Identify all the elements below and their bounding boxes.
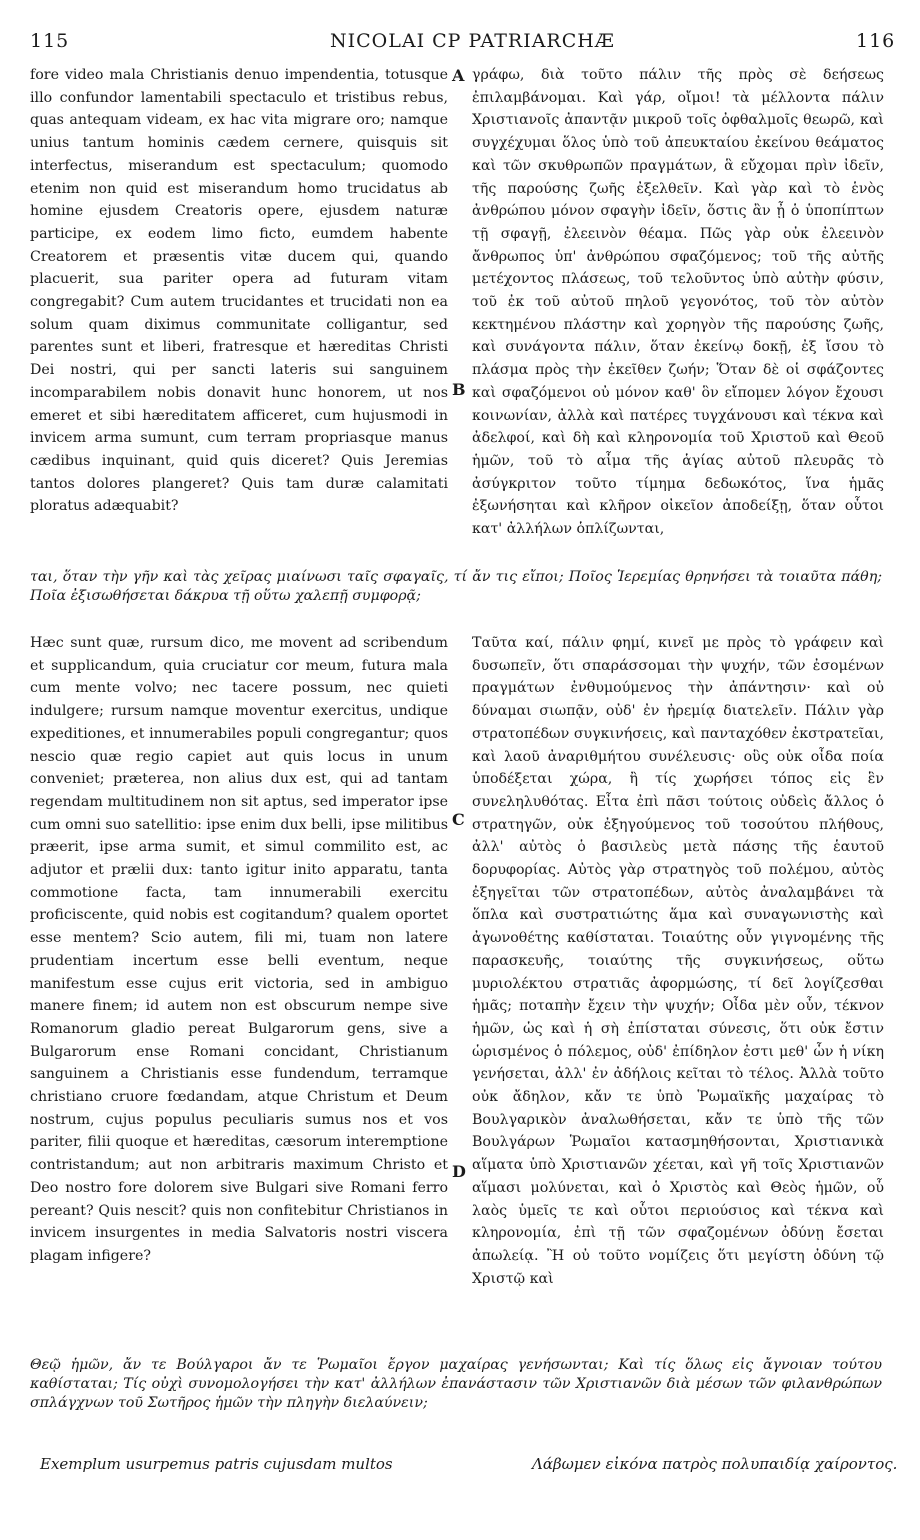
section-marker-a: A <box>452 66 465 85</box>
page-number-right: 116 <box>856 30 896 52</box>
greek-column-2: Ταῦτα καί, πάλιν φημί, κινεῖ με πρὸς τὸ γράφειν καὶ δυσωπεῖν, ὅτι σπαράσσομαι τὴν ψυχήν, τῶν ἐσομένων πραγμάτων ἐνθυμούμενος τὴν ἀπάντησιν· καὶ οὐ δύναμαι σιωπᾷν, οὐδ' ἐν ἠρεμίᾳ διατελεῖν. Πάλιν γὰρ στρατοπέδων συγκινήσεις, καὶ πανταχόθεν ἐκστρατεῖαι, καὶ λαοῦ ἀναριθμήτου συνέλευσις· οὓς οὐκ οἶδα ποία ὑποδέξεται χώρα, ἢ τίς χωρήσει τόπος εἰς ἓν συνεληλυθότας. Εἶτα ἐπὶ πᾶσι τούτοις οὐδεὶς ἄλλος ὁ στρατηγῶν, οὐκ ἐξηγούμενος τοῦ τοσούτου πλήθους, ἀλλ' αὐτὸς ὁ βασιλεὺς μετὰ πάσης τῆς ἑαυτοῦ δορυφορίας. Αὐτὸς γὰρ στρατηγὸς τοῦ πολέμου, αὐτὸς ἐξηγεῖται τῶν στρατοπέδων, αὐτὸς ἀναλαμβάνει τὰ ὅπλα καὶ συστρατιώτης ἅμα καὶ συναγωνιστὴς καὶ ἀγωνοθέτης καθίσταται. Τοιαύτης οὖν γιγνομένης τῆς παρασκευῆς, τοιαύτης τῆς συγκινήσεως, οὕτω μυριολέκτου στρατιᾶς ἀφορμώσης, τί δεῖ λογίζεσθαι ἡμᾶς; ποταπὴν ἔχειν τὴν ψυχήν; Οἶδα μὲν οὖν, τέκνον ἡμῶν, ὡς καὶ ἡ σὴ ἐπίσταται σύνεσις, ὅτι οὐκ ἔστιν ὡρισμένος ὁ πόλεμος, οὐδ' ἐπίδηλον ἐστι μεθ' ὧν ἡ νίκη γενήσεται, ἀλλ' ἐν ἀδήλοις κεῖται τὸ τέλος. Ἀλλὰ τοῦτο οὐκ ἄδηλον, κἄν τε ὑπὸ Ῥωμαϊκῆς μαχαίρας τὸ Βουλγαρικὸν ἀναλωθήσεται, κἄν τε ὑπὸ τῆς τῶν Βουλγάρων Ῥωμαῖοι κατασμηθήσονται, Χριστιανικὰ αἵματα ὑπὸ Χριστιανῶν χέεται, καὶ γῆ τοῖς Χριστιανῶν αἵμασι μολύνεται, καὶ ὁ Χριστὸς καὶ Θεὸς ἡμῶν, οὗ λαὸς ὑμεῖς τε καὶ οὗτοι περιούσιος καὶ τέκνα καὶ κληρονομία, ἐπὶ τῇ τῶν σφαζομένων ὀδύνῃ ἔσεται ἀπωλείᾳ. Ἢ οὐ τοῦτο νομίζεις ὅτι μεγίστη ὀδύνη τῷ Χριστῷ καὶ <box>472 635 884 1287</box>
latin-column-1: fore video mala Christianis denuo impendentia, totusque illo confundor lamentabili spectaculo et tristibus rebus, quas antequam videam, ex hac vita migrare oro; namque unius tantum hominis cædem cernere, quisquis sit interfectus, miserandum est spectaculum; quomodo etenim non quid est miserandum homo trucidatus ab homine ejusdem Creatoris opere, ejusdem naturæ participe, ex eodem limo ficto, eumdem habente Creatorem et præsentis vitæ ducem qui, quando placuerit, sua pariter opera ad futuram vitam congregabit? Cum autem trucidantes et trucidati non ea solum quam diximus communitate colligantur, sed parentes sunt et liberi, fratresque et hæreditas Christi Dei nostri, qui per sancti lateris sui sanguinem incomparabilem nobis donavit hunc honorem, ut nos emeret et sibi hæreditatem afficeret, cum hujusmodi in invicem arma sumunt, cum terram propriasque manus cædibus inquinant, quid quis diceret? Quis Jeremias tantos dolores plangeret? Quis tam duræ calamitati ploratus adæquabit? <box>30 67 448 515</box>
section-marker-b: B <box>452 380 466 399</box>
greek-column-1: γράφω, διὰ τοῦτο πάλιν τῆς πρὸς σὲ δεήσεως ἐπιλαμβάνομαι. Καὶ γάρ, οἴμοι! τὰ μέλλοντα πάλιν Χριστιανοῖς ἀπαντᾷν μικροῦ τοῖς ὀφθαλμοῖς θεωρῶ, καὶ συγχέχυμαι ὅλος ὑπὸ τοῦ ἀπευκταίου ἐκείνου θεάματος καὶ τῶν σκυθρωπῶν πραγμάτων, ἃ εὔχομαι πρὶν ἰδεῖν, τῆς παρούσης ζωῆς ἐξελθεῖν. Καὶ γὰρ καὶ τὸ ἑνὸς ἀνθρώπου μόνον σφαγὴν ἰδεῖν, ὅστις ἂν ᾖ ὁ ὑποπίπτων τῇ σφαγῇ, ἐλεεινὸν θέαμα. Πῶς γὰρ οὐκ ἐλεεινὸν ἄνθρωπος ὑπ' ἀνθρώπου σφαζόμενος; τοῦ τῆς αὐτῆς μετέχοντος πλάσεως, τοῦ τελοῦντος ὑπὸ αὐτὴν φύσιν, τοῦ ἐκ τοῦ αὐτοῦ πηλοῦ γεγονότος, τοῦ τὸν αὐτὸν κεκτημένου πλάστην καὶ χορηγὸν τῆς παρούσης ζωῆς, καὶ συνάγοντα πάλιν, ὅταν ἐκείνῳ δοκῇ, ἐξ ἴσου τὸ πλάσμα πρὸς τὴν ἐκεῖθεν ζωήν; Ὅταν δὲ οἱ σφάζοντες καὶ σφαζόμενοι οὐ μόνον καθ' ὃν εἴπομεν λόγον ἔχουσι κοινωνίαν, ἀλλὰ καὶ πατέρες τυγχάνουσι καὶ τέκνα καὶ ἀδελφοί, καὶ δὴ καὶ κληρονομία τοῦ Χριστοῦ καὶ Θεοῦ ἡμῶν, τοῦ τὸ αἷμα τῆς ἁγίας αὐτοῦ πλευρᾶς τὸ ἀσύγκριτον τοῦτο τίμημα δεδωκότος, ἵνα ἡμᾶς ἐξωνήσηται καὶ κλῆρον οἰκεῖον ἀποδείξῃ, ὅταν οὗτοι κατ' ἀλλήλων ὁπλίζωνται, <box>472 67 884 538</box>
running-title: NICOLAI CP PATRIARCHÆ <box>330 30 615 52</box>
greek-spanning-line-1: ται, ὅταν τὴν γῆν καὶ τὰς χεῖρας μιαίνωσι ταῖς σφαγαῖς, τί ἄν τις εἴποι; Ποῖος Ἱερεμίας θρηνήσει τὰ τοιαῦτα πάθη; Ποῖα ἐξισωθήσεται δάκρυα τῇ οὕτω χαλεπῇ συμφορᾷ; <box>30 569 882 604</box>
latin-footer-line: Exemplum usurpemus patris cujusdam multos <box>40 1455 393 1473</box>
section-marker-d: D <box>452 1162 466 1181</box>
latin-column-2: Hæc sunt quæ, rursum dico, me movent ad scribendum et supplicandum, quia cruciatur cor meum, futura mala cum mente volvo; nec tacere possum, nec quieti indulgere; rursum namque moventur exercitus, undique expeditiones, et innumerabiles populi congregantur; quos nescio quæ regio capiet aut quis locus in unum conveniet; præterea, non alius dux est, qui ad tantam regendam multitudinem non sit aptus, sed imperator ipse cum omni suo satellitio: ipse enim dux belli, ipse militibus præerit, ipse arma sumit, et simul commilito est, ac adjutor et prælii dux: tanto igitur inito apparatu, tanta commotione facta, tam innumerabili exercitu proficiscente, quid nobis est cogitandum? qualem oportet esse mentem? Scio autem, fili mi, tuam non latere prudentiam incertum esse belli eventum, neque manifestum esse cujus erit victoria, sed in ambiguo manere finem; id autem non est obscurum nempe sive Romanorum gladio pereat Bulgarorum gens, sive a Bulgarorum ense Romani concidant, Christianum sanguinem a Christianis esse fundendum, terramque christiano cruore fœdandam, atque Christum et Deum nostrum, cujus populus peculiaris sumus nos et vos pariter, filii quoque et hæreditas, cæsorum interemptione contristandum; aut non arbitraris maximum Christo et Deo nostro fore dolorem sive Bulgari sive Romani ferro pereant? Quis nescit? quis non confitebitur Christianos in invicem insurgentes in media Salvatoris nostri viscera plagam infigere? <box>30 635 448 1264</box>
greek-spanning-line-2: Θεῷ ἡμῶν, ἄν τε Βούλγαροι ἄν τε Ῥωμαῖοι ἔργον μαχαίρας γενήσωνται; Καὶ τίς ὅλως εἰς ἄγνοιαν τούτου καθίσταται; Τίς οὐχὶ συνομολογήσει τὴν κατ' ἀλλήλων ἐπανάστασιν τῶν Χριστιανῶν διὰ μέσων τῶν φιλανθρώπων σπλάγχνων τοῦ Σωτῆρος ἡμῶν τὴν πληγὴν διελαύνειν; <box>30 1357 882 1411</box>
page-number-left: 115 <box>30 30 70 52</box>
greek-footer-line: Λάβωμεν εἰκόνα πατρὸς πολυπαιδίᾳ χαίροντος. <box>532 1455 898 1473</box>
section-marker-c: C <box>452 810 465 829</box>
